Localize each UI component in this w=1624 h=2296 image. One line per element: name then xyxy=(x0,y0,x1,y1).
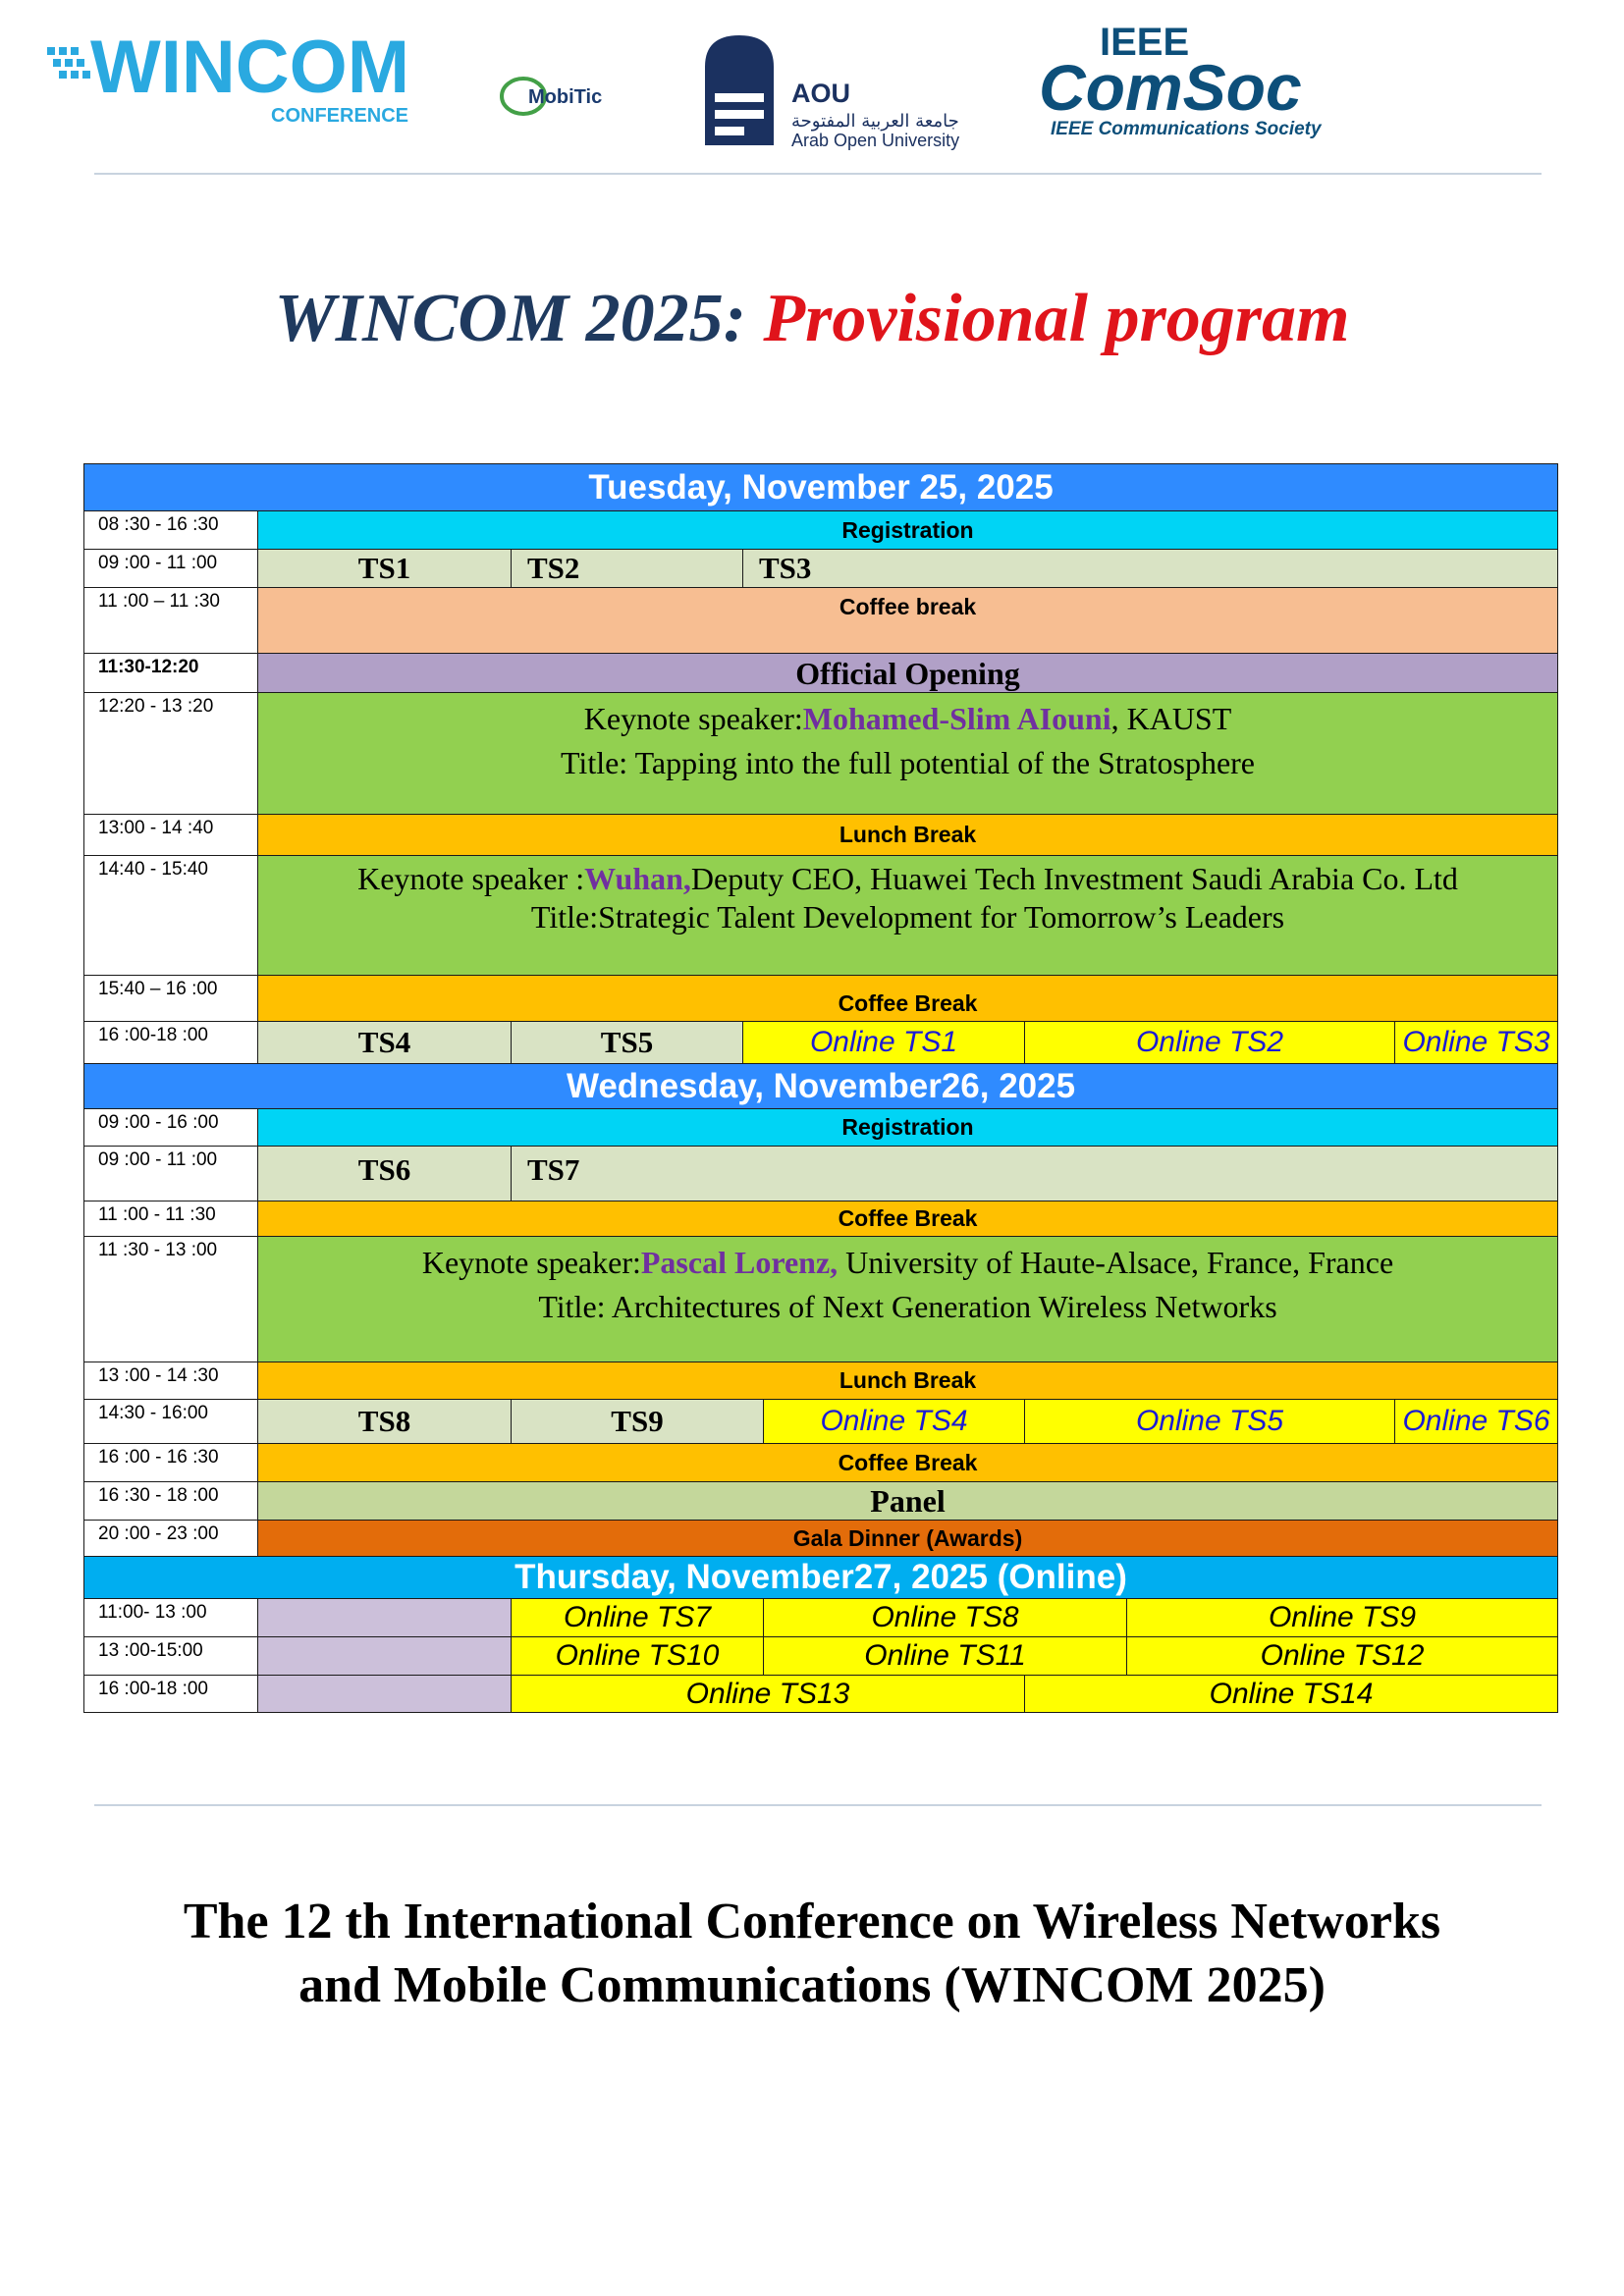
registration-cell: Registration xyxy=(258,1109,1558,1147)
table-row xyxy=(84,1444,1558,1482)
session-ts8: TS8 xyxy=(258,1400,512,1444)
table-row xyxy=(84,693,1558,815)
registration-cell: Registration xyxy=(258,511,1558,550)
online-ts1: Online TS1 xyxy=(743,1022,1025,1064)
time-cell: 11:30-12:20 xyxy=(84,654,258,693)
coffee-break-cell: Coffee Break xyxy=(258,1444,1558,1482)
table-row xyxy=(84,815,1558,856)
online-ts5: Online TS5 xyxy=(1025,1400,1395,1444)
footer-title xyxy=(0,1890,1624,2017)
tuesday-header: Tuesday, November 25, 2025 xyxy=(84,464,1558,511)
logo-bar xyxy=(0,0,1624,172)
ieee-top: IEEE xyxy=(1100,21,1190,64)
table-row xyxy=(84,1637,1558,1676)
ieee-comsoc-logo xyxy=(1039,21,1323,139)
time-cell: 09 :00 - 11 :00 xyxy=(84,1147,258,1201)
time-cell: 20 :00 - 23 :00 xyxy=(84,1521,258,1557)
keynote-title: Title:Strategic Talent Development for Tomorrow’s Leaders xyxy=(530,899,1285,934)
session-ts9: TS9 xyxy=(512,1400,764,1444)
coffee-break-cell: Coffee Break xyxy=(258,976,1558,1022)
aou-logo xyxy=(705,35,959,150)
table-row xyxy=(84,1599,1558,1637)
time-cell: 11 :30 - 13 :00 xyxy=(84,1237,258,1362)
bottom-divider xyxy=(94,1804,1542,1806)
session-ts3: TS3 xyxy=(743,550,1558,588)
wincom-sub: CONFERENCE xyxy=(271,105,409,127)
time-cell: 09 :00 - 16 :00 xyxy=(84,1109,258,1147)
keynote-cell xyxy=(258,693,1558,815)
online-ts2: Online TS2 xyxy=(1025,1022,1395,1064)
online-ts14: Online TS14 xyxy=(1025,1676,1558,1713)
table-row xyxy=(84,1362,1558,1400)
table-row xyxy=(84,550,1558,588)
session-ts7: TS7 xyxy=(512,1147,1558,1201)
gala-dinner-cell: Gala Dinner (Awards) xyxy=(258,1521,1558,1557)
session-ts2: TS2 xyxy=(512,550,743,588)
empty-cell xyxy=(258,1599,512,1637)
time-cell: 14:40 - 15:40 xyxy=(84,856,258,976)
online-ts7: Online TS7 xyxy=(512,1599,764,1637)
comsoc-sub: IEEE Communications Society xyxy=(1051,119,1322,139)
empty-cell xyxy=(258,1676,512,1713)
time-cell: 13:00 - 14 :40 xyxy=(84,815,258,856)
empty-cell xyxy=(258,1637,512,1676)
footer-line1: The 12 th International Conference on Wireless Networks xyxy=(183,1894,1441,1949)
aou-abbr: AOU xyxy=(791,79,850,108)
coffee-break-cell: Coffee Break xyxy=(258,1201,1558,1237)
lunch-break-cell: Lunch Break xyxy=(258,1362,1558,1400)
wincom-pixel-icon xyxy=(47,47,90,79)
time-cell: 11 :00 – 11 :30 xyxy=(84,588,258,654)
online-ts11: Online TS11 xyxy=(764,1637,1127,1676)
online-ts12: Online TS12 xyxy=(1127,1637,1558,1676)
day-header-wednesday xyxy=(84,1064,1558,1109)
footer-line2: and Mobile Communications (WINCOM 2025) xyxy=(298,1957,1326,2013)
table-row xyxy=(84,1022,1558,1064)
wednesday-header: Wednesday, November26, 2025 xyxy=(84,1064,1558,1109)
official-opening-cell: Official Opening xyxy=(258,654,1558,693)
session-ts4: TS4 xyxy=(258,1022,512,1064)
online-ts6: Online TS6 xyxy=(1395,1400,1558,1444)
aou-arabic: جامعة العربية المفتوحة xyxy=(791,111,959,132)
table-row xyxy=(84,1482,1558,1521)
mobitic-logo xyxy=(502,79,602,114)
aou-english: Arab Open University xyxy=(791,131,960,150)
keynote-affiliation: Deputy CEO, Huawei Tech Investment Saudi Arabia Co. Ltd xyxy=(690,861,1458,896)
time-cell: 14:30 - 16:00 xyxy=(84,1400,258,1444)
online-ts3: Online TS3 xyxy=(1395,1022,1558,1064)
time-cell: 11:00- 13 :00 xyxy=(84,1599,258,1637)
table-row xyxy=(84,856,1558,976)
wincom-main: WINCOM xyxy=(90,26,410,109)
keynote-speaker: Pascal Lorenz, xyxy=(640,1245,839,1280)
keynote-prefix: Keynote speaker: xyxy=(421,1245,641,1280)
keynote-cell xyxy=(258,856,1558,976)
table-row xyxy=(84,511,1558,550)
time-cell: 13 :00-15:00 xyxy=(84,1637,258,1676)
time-cell: 16 :00-18 :00 xyxy=(84,1676,258,1713)
top-divider xyxy=(94,173,1542,175)
table-row xyxy=(84,588,1558,654)
online-ts8: Online TS8 xyxy=(764,1599,1127,1637)
page-title xyxy=(0,280,1624,358)
keynote-title: Title: Tapping into the full potential of the Stratosphere xyxy=(561,745,1255,780)
online-ts10: Online TS10 xyxy=(512,1637,764,1676)
day-header-thursday xyxy=(84,1557,1558,1599)
keynote-affiliation: University of Haute-Alsace, France, France xyxy=(838,1245,1394,1280)
session-ts6: TS6 xyxy=(258,1147,512,1201)
thursday-header: Thursday, November27, 2025 (Online) xyxy=(84,1557,1558,1599)
title-part2: Provisional program xyxy=(763,281,1350,356)
time-cell: 16 :00 - 16 :30 xyxy=(84,1444,258,1482)
title-part1: WINCOM 2025: xyxy=(274,281,764,356)
keynote-prefix: Keynote speaker: xyxy=(583,701,803,736)
keynote-cell xyxy=(258,1237,1558,1362)
table-row xyxy=(84,976,1558,1022)
comsoc-main: ComSoc xyxy=(1039,51,1302,124)
table-row xyxy=(84,1237,1558,1362)
mobitic-text: MobiTic xyxy=(528,86,603,108)
table-row xyxy=(84,1109,1558,1147)
time-cell: 08 :30 - 16 :30 xyxy=(84,511,258,550)
table-row xyxy=(84,1400,1558,1444)
session-ts1: TS1 xyxy=(258,550,512,588)
coffee-break-cell: Coffee break xyxy=(258,588,1558,654)
keynote-title: Title: Architectures of Next Generation Wireless Networks xyxy=(538,1289,1277,1324)
time-cell: 13 :00 - 14 :30 xyxy=(84,1362,258,1400)
wincom-logo xyxy=(47,26,409,127)
table-row xyxy=(84,1521,1558,1557)
table-row xyxy=(84,1676,1558,1713)
time-cell: 16 :30 - 18 :00 xyxy=(84,1482,258,1521)
table-row xyxy=(84,1201,1558,1237)
keynote-affiliation: , KAUST xyxy=(1110,701,1232,736)
online-ts13: Online TS13 xyxy=(512,1676,1025,1713)
table-row xyxy=(84,1147,1558,1201)
online-ts9: Online TS9 xyxy=(1127,1599,1558,1637)
keynote-speaker: Mohamed-Slim AIouni xyxy=(802,701,1111,736)
panel-cell: Panel xyxy=(258,1482,1558,1521)
online-ts4: Online TS4 xyxy=(764,1400,1025,1444)
time-cell: 16 :00-18 :00 xyxy=(84,1022,258,1064)
session-ts5: TS5 xyxy=(512,1022,743,1064)
time-cell: 15:40 – 16 :00 xyxy=(84,976,258,1022)
program-table xyxy=(83,463,1558,1713)
time-cell: 09 :00 - 11 :00 xyxy=(84,550,258,588)
time-cell: 11 :00 - 11 :30 xyxy=(84,1201,258,1237)
table-row xyxy=(84,654,1558,693)
time-cell: 12:20 - 13 :20 xyxy=(84,693,258,815)
keynote-prefix: Keynote speaker : xyxy=(357,861,585,896)
keynote-speaker: Wuhan, xyxy=(584,861,691,896)
day-header-tuesday xyxy=(84,464,1558,511)
lunch-break-cell: Lunch Break xyxy=(258,815,1558,856)
